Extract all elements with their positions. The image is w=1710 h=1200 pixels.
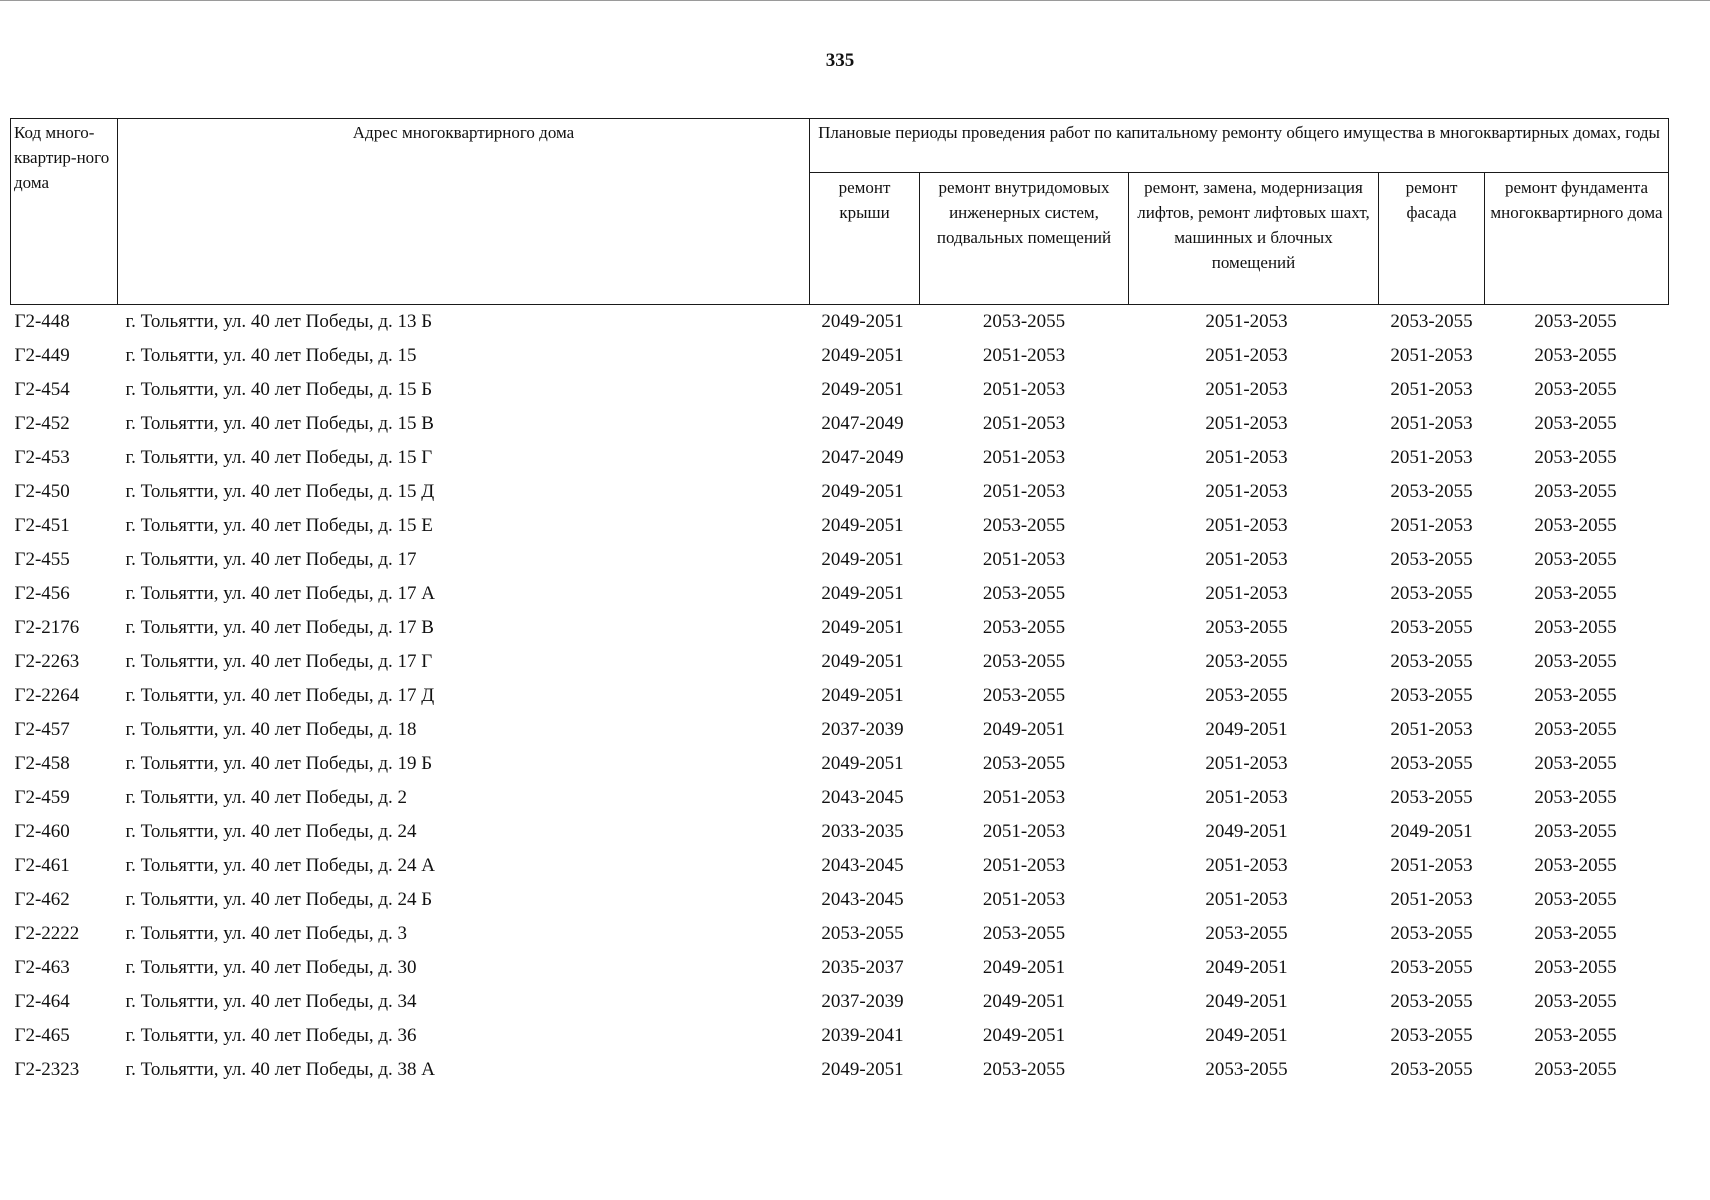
table-row (11, 339, 1669, 373)
table-row (11, 849, 1669, 883)
roof-period-cell: 2049-2051 (821, 1059, 904, 1080)
table-row (11, 883, 1669, 917)
facade-period-cell: 2053-2055 (1390, 1059, 1473, 1080)
roof-period-cell: 2049-2051 (821, 617, 904, 638)
engineering-period-cell: 2053-2055 (982, 617, 1066, 638)
foundation-period-cell: 2053-2055 (1534, 753, 1617, 774)
facade-period-cell: 2051-2053 (1390, 379, 1473, 400)
lift-period-cell: 2051-2053 (1205, 889, 1288, 910)
lift-period-cell: 2051-2053 (1205, 583, 1288, 604)
facade-period-cell: 2053-2055 (1390, 583, 1473, 604)
facade-period-cell: 2051-2053 (1390, 855, 1473, 876)
table-row (11, 407, 1669, 441)
engineering-period-cell: 2049-2051 (982, 991, 1066, 1012)
address-cell: г. Тольятти, ул. 40 лет Победы, д. 18 (125, 719, 417, 740)
engineering-period-cell: 2049-2051 (982, 719, 1066, 740)
table-body (11, 305, 1669, 1088)
engineering-period-cell: 2051-2053 (982, 447, 1066, 468)
table-row (11, 679, 1669, 713)
roof-period-cell: 2039-2041 (821, 1025, 904, 1046)
roof-period-cell: 2035-2037 (821, 957, 904, 978)
facade-period-cell: 2053-2055 (1390, 685, 1473, 706)
facade-period-cell: 2049-2051 (1390, 821, 1473, 842)
roof-period-cell: 2047-2049 (821, 447, 904, 468)
address-cell: г. Тольятти, ул. 40 лет Победы, д. 34 (125, 991, 417, 1012)
lift-period-cell: 2049-2051 (1205, 821, 1288, 842)
address-cell: г. Тольятти, ул. 40 лет Победы, д. 24 Б (125, 889, 433, 910)
building-code-cell: Г2-449 (14, 345, 70, 366)
foundation-period-cell: 2053-2055 (1534, 549, 1617, 570)
address-cell: г. Тольятти, ул. 40 лет Победы, д. 2 (125, 787, 408, 808)
facade-period-cell: 2053-2055 (1390, 549, 1473, 570)
lift-period-cell: 2051-2053 (1205, 413, 1288, 434)
roof-period-cell: 2049-2051 (821, 345, 904, 366)
foundation-period-cell: 2053-2055 (1534, 1059, 1617, 1080)
roof-period-cell: 2043-2045 (821, 855, 904, 876)
foundation-period-cell: 2053-2055 (1534, 447, 1617, 468)
building-code-cell: Г2-463 (14, 957, 70, 978)
header-building-code: Код много-квартир-ного дома (11, 119, 118, 305)
engineering-period-cell: 2053-2055 (982, 583, 1066, 604)
building-code-cell: Г2-451 (14, 515, 70, 536)
address-cell: г. Тольятти, ул. 40 лет Победы, д. 17 А (125, 583, 435, 604)
roof-period-cell: 2043-2045 (821, 787, 904, 808)
lift-period-cell: 2051-2053 (1205, 311, 1288, 332)
lift-period-cell: 2051-2053 (1205, 515, 1288, 536)
lift-period-cell: 2049-2051 (1205, 991, 1288, 1012)
table-row (11, 747, 1669, 781)
engineering-period-cell: 2053-2055 (982, 1059, 1066, 1080)
table-row (11, 543, 1669, 577)
building-code-cell: Г2-448 (14, 311, 70, 332)
table-row (11, 781, 1669, 815)
header-planned-periods: Плановые периоды проведения работ по капитальному ремонту общего имущества в многоквартирных домах, годы (810, 119, 1669, 173)
building-code-cell: Г2-459 (14, 787, 70, 808)
table-row (11, 475, 1669, 509)
lift-period-cell: 2049-2051 (1205, 957, 1288, 978)
table-row (11, 917, 1669, 951)
building-code-cell: Г2-462 (14, 889, 70, 910)
address-cell: г. Тольятти, ул. 40 лет Победы, д. 17 Г (125, 651, 433, 672)
foundation-period-cell: 2053-2055 (1534, 515, 1617, 536)
engineering-period-cell: 2051-2053 (982, 345, 1066, 366)
roof-period-cell: 2037-2039 (821, 991, 904, 1012)
facade-period-cell: 2051-2053 (1390, 447, 1473, 468)
address-cell: г. Тольятти, ул. 40 лет Победы, д. 15 Е (125, 515, 433, 536)
engineering-period-cell: 2053-2055 (982, 923, 1066, 944)
table-row (11, 645, 1669, 679)
lift-period-cell: 2053-2055 (1205, 685, 1288, 706)
foundation-period-cell: 2053-2055 (1534, 617, 1617, 638)
table-row (11, 985, 1669, 1019)
engineering-period-cell: 2053-2055 (982, 753, 1066, 774)
header-engineering-repair: ремонт внутридомовых инженерных систем, подвальных помещений (920, 173, 1129, 305)
roof-period-cell: 2053-2055 (821, 923, 904, 944)
engineering-period-cell: 2051-2053 (982, 787, 1066, 808)
foundation-period-cell: 2053-2055 (1534, 311, 1617, 332)
address-cell: г. Тольятти, ул. 40 лет Победы, д. 17 Д (125, 685, 435, 706)
table-row (11, 951, 1669, 985)
header-facade-repair: ремонт фасада (1379, 173, 1485, 305)
foundation-period-cell: 2053-2055 (1534, 957, 1617, 978)
building-code-cell: Г2-453 (14, 447, 70, 468)
engineering-period-cell: 2051-2053 (982, 413, 1066, 434)
roof-period-cell: 2043-2045 (821, 889, 904, 910)
foundation-period-cell: 2053-2055 (1534, 1025, 1617, 1046)
engineering-period-cell: 2053-2055 (982, 515, 1066, 536)
address-cell: г. Тольятти, ул. 40 лет Победы, д. 30 (125, 957, 417, 978)
facade-period-cell: 2053-2055 (1390, 1025, 1473, 1046)
table-row (11, 441, 1669, 475)
facade-period-cell: 2051-2053 (1390, 345, 1473, 366)
building-code-cell: Г2-2323 (14, 1059, 80, 1080)
address-cell: г. Тольятти, ул. 40 лет Победы, д. 19 Б (125, 753, 433, 774)
address-cell: г. Тольятти, ул. 40 лет Победы, д. 38 А (125, 1059, 435, 1080)
lift-period-cell: 2053-2055 (1205, 923, 1288, 944)
header-roof-repair: ремонт крыши (810, 173, 920, 305)
facade-period-cell: 2053-2055 (1390, 481, 1473, 502)
foundation-period-cell: 2053-2055 (1534, 583, 1617, 604)
facade-period-cell: 2053-2055 (1390, 651, 1473, 672)
table-row (11, 577, 1669, 611)
building-code-cell: Г2-452 (14, 413, 70, 434)
facade-period-cell: 2053-2055 (1390, 311, 1473, 332)
address-cell: г. Тольятти, ул. 40 лет Победы, д. 15 Б (125, 379, 433, 400)
roof-period-cell: 2049-2051 (821, 583, 904, 604)
foundation-period-cell: 2053-2055 (1534, 991, 1617, 1012)
address-cell: г. Тольятти, ул. 40 лет Победы, д. 17 В (125, 617, 434, 638)
foundation-period-cell: 2053-2055 (1534, 685, 1617, 706)
building-code-cell: Г2-2222 (14, 923, 80, 944)
building-code-cell: Г2-2264 (14, 685, 80, 706)
table-row (11, 509, 1669, 543)
address-cell: г. Тольятти, ул. 40 лет Победы, д. 15 Г (125, 447, 433, 468)
top-border-line (0, 0, 1710, 1)
address-cell: г. Тольятти, ул. 40 лет Победы, д. 24 (125, 821, 417, 842)
foundation-period-cell: 2053-2055 (1534, 889, 1617, 910)
header-address: Адрес многоквартирного дома (118, 119, 810, 305)
foundation-period-cell: 2053-2055 (1534, 821, 1617, 842)
foundation-period-cell: 2053-2055 (1534, 413, 1617, 434)
lift-period-cell: 2051-2053 (1205, 447, 1288, 468)
roof-period-cell: 2049-2051 (821, 651, 904, 672)
facade-period-cell: 2053-2055 (1390, 991, 1473, 1012)
engineering-period-cell: 2053-2055 (982, 651, 1066, 672)
engineering-period-cell: 2053-2055 (982, 311, 1066, 332)
lift-period-cell: 2049-2051 (1205, 719, 1288, 740)
lift-period-cell: 2051-2053 (1205, 379, 1288, 400)
table-row (11, 611, 1669, 645)
facade-period-cell: 2053-2055 (1390, 617, 1473, 638)
foundation-period-cell: 2053-2055 (1534, 379, 1617, 400)
building-code-cell: Г2-454 (14, 379, 70, 400)
roof-period-cell: 2049-2051 (821, 685, 904, 706)
facade-period-cell: 2053-2055 (1390, 787, 1473, 808)
roof-period-cell: 2049-2051 (821, 379, 904, 400)
engineering-period-cell: 2051-2053 (982, 379, 1066, 400)
foundation-period-cell: 2053-2055 (1534, 855, 1617, 876)
address-cell: г. Тольятти, ул. 40 лет Победы, д. 15 Д (125, 481, 435, 502)
lift-period-cell: 2051-2053 (1205, 481, 1288, 502)
table-row (11, 305, 1669, 340)
engineering-period-cell: 2051-2053 (982, 855, 1066, 876)
address-cell: г. Тольятти, ул. 40 лет Победы, д. 15 (125, 345, 417, 366)
lift-period-cell: 2049-2051 (1205, 1025, 1288, 1046)
building-code-cell: Г2-460 (14, 821, 70, 842)
lift-period-cell: 2053-2055 (1205, 1059, 1288, 1080)
engineering-period-cell: 2051-2053 (982, 821, 1066, 842)
foundation-period-cell: 2053-2055 (1534, 651, 1617, 672)
header-lift-repair: ремонт, замена, модернизация лифтов, ремонт лифтовых шахт, машинных и блочных помещений (1129, 173, 1379, 305)
engineering-period-cell: 2051-2053 (982, 481, 1066, 502)
table-header (11, 119, 1669, 305)
lift-period-cell: 2053-2055 (1205, 617, 1288, 638)
building-code-cell: Г2-465 (14, 1025, 70, 1046)
lift-period-cell: 2051-2053 (1205, 345, 1288, 366)
facade-period-cell: 2051-2053 (1390, 719, 1473, 740)
building-code-cell: Г2-456 (14, 583, 70, 604)
facade-period-cell: 2051-2053 (1390, 413, 1473, 434)
lift-period-cell: 2053-2055 (1205, 651, 1288, 672)
facade-period-cell: 2053-2055 (1390, 957, 1473, 978)
roof-period-cell: 2049-2051 (821, 515, 904, 536)
address-cell: г. Тольятти, ул. 40 лет Победы, д. 15 В (125, 413, 434, 434)
engineering-period-cell: 2049-2051 (982, 957, 1066, 978)
address-cell: г. Тольятти, ул. 40 лет Победы, д. 13 Б (125, 311, 433, 332)
roof-period-cell: 2033-2035 (821, 821, 904, 842)
engineering-period-cell: 2053-2055 (982, 685, 1066, 706)
roof-period-cell: 2049-2051 (821, 549, 904, 570)
building-code-cell: Г2-2263 (14, 651, 80, 672)
table-row (11, 373, 1669, 407)
table-row (11, 1053, 1669, 1087)
engineering-period-cell: 2051-2053 (982, 549, 1066, 570)
repair-schedule-table (10, 118, 1669, 1087)
building-code-cell: Г2-458 (14, 753, 70, 774)
lift-period-cell: 2051-2053 (1205, 549, 1288, 570)
building-code-cell: Г2-450 (14, 481, 70, 502)
building-code-cell: Г2-464 (14, 991, 70, 1012)
foundation-period-cell: 2053-2055 (1534, 923, 1617, 944)
table-row (11, 815, 1669, 849)
engineering-period-cell: 2051-2053 (982, 889, 1066, 910)
roof-period-cell: 2047-2049 (821, 413, 904, 434)
facade-period-cell: 2053-2055 (1390, 923, 1473, 944)
lift-period-cell: 2051-2053 (1205, 855, 1288, 876)
foundation-period-cell: 2053-2055 (1534, 719, 1617, 740)
roof-period-cell: 2037-2039 (821, 719, 904, 740)
address-cell: г. Тольятти, ул. 40 лет Победы, д. 36 (125, 1025, 417, 1046)
facade-period-cell: 2053-2055 (1390, 753, 1473, 774)
building-code-cell: Г2-457 (14, 719, 70, 740)
building-code-cell: Г2-461 (14, 855, 70, 876)
foundation-period-cell: 2053-2055 (1534, 481, 1617, 502)
engineering-period-cell: 2049-2051 (982, 1025, 1066, 1046)
address-cell: г. Тольятти, ул. 40 лет Победы, д. 3 (125, 923, 408, 944)
table-row (11, 713, 1669, 747)
facade-period-cell: 2051-2053 (1390, 889, 1473, 910)
facade-period-cell: 2051-2053 (1390, 515, 1473, 536)
building-code-cell: Г2-2176 (14, 617, 80, 638)
foundation-period-cell: 2053-2055 (1534, 787, 1617, 808)
foundation-period-cell: 2053-2055 (1534, 345, 1617, 366)
header-foundation-repair: ремонт фундамента многоквартирного дома (1485, 173, 1669, 305)
lift-period-cell: 2051-2053 (1205, 753, 1288, 774)
roof-period-cell: 2049-2051 (821, 311, 904, 332)
roof-period-cell: 2049-2051 (821, 753, 904, 774)
table-row (11, 1019, 1669, 1053)
page-number: 335 (825, 50, 855, 71)
lift-period-cell: 2051-2053 (1205, 787, 1288, 808)
address-cell: г. Тольятти, ул. 40 лет Победы, д. 17 (125, 549, 417, 570)
building-code-cell: Г2-455 (14, 549, 70, 570)
address-cell: г. Тольятти, ул. 40 лет Победы, д. 24 А (125, 855, 435, 876)
roof-period-cell: 2049-2051 (821, 481, 904, 502)
